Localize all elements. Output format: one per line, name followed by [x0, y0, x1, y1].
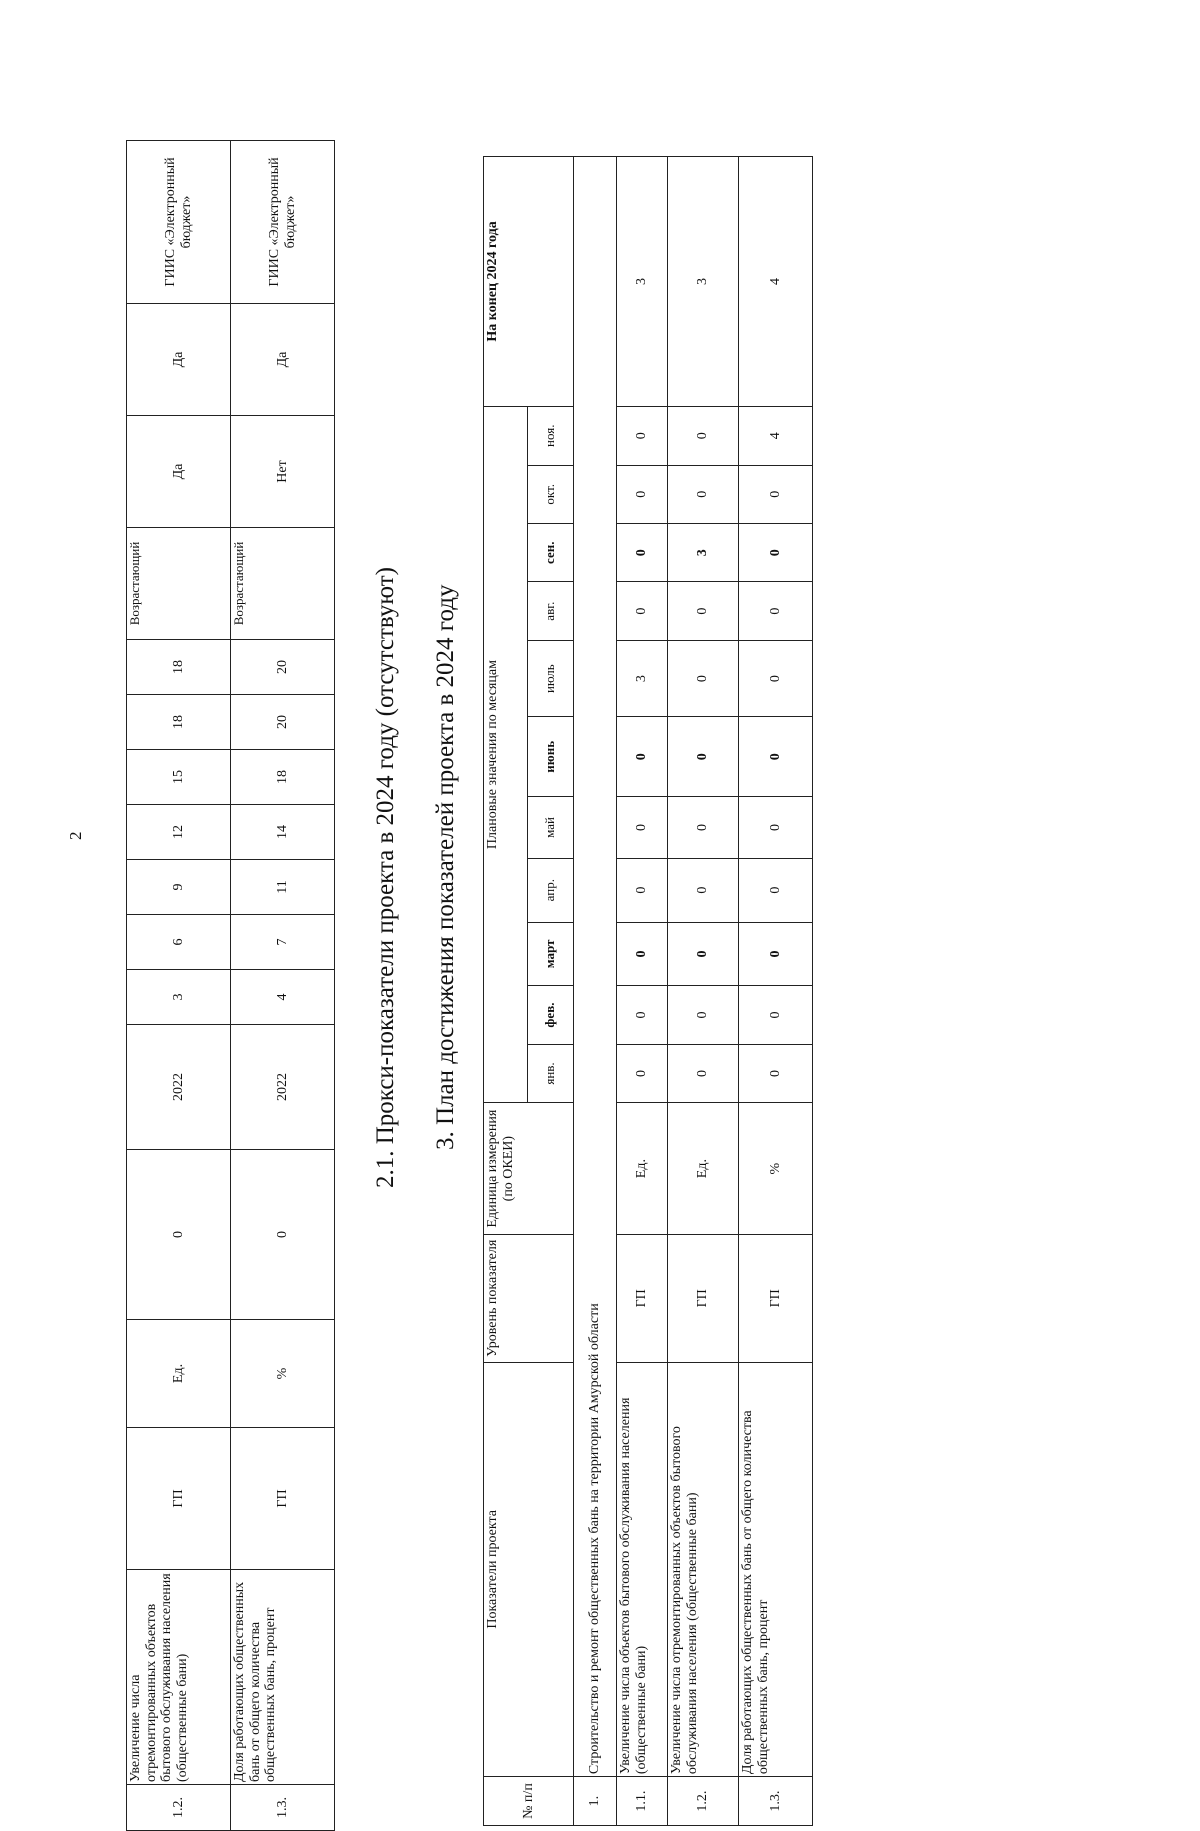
base-value: 0 — [231, 1150, 335, 1320]
month-value: 0 — [668, 922, 739, 986]
row-number: 1.2. — [127, 1785, 231, 1831]
year-value: 4 — [231, 970, 335, 1025]
row-number: 1.3. — [231, 1785, 335, 1831]
month-mar: март — [527, 922, 573, 986]
row-number: 1.3. — [739, 1777, 813, 1826]
indicator-name: Увеличение числа отремонтированных объектов бытового обслуживания населения (общественные бани) — [668, 1362, 739, 1777]
month-apr: апр. — [527, 858, 573, 922]
trend: Возрастающий — [231, 528, 335, 640]
month-jun: июнь — [527, 717, 573, 797]
month-value: 0 — [739, 858, 813, 922]
month-value: 0 — [739, 986, 813, 1044]
year-value: 18 — [127, 640, 231, 695]
table-row — [617, 157, 668, 1826]
month-value: 0 — [739, 1044, 813, 1102]
month-value: 0 — [668, 797, 739, 859]
indicators-table-continued — [126, 140, 335, 1831]
table-row — [231, 141, 335, 1831]
data-source: ГИИС «Электронный бюджет» — [127, 141, 231, 304]
row-number: 1.2. — [668, 1777, 739, 1826]
month-value: 0 — [739, 465, 813, 523]
base-value: 0 — [127, 1150, 231, 1320]
year-value: 20 — [231, 695, 335, 750]
month-value: 0 — [617, 523, 668, 581]
table-row — [127, 141, 231, 1831]
header-row — [484, 157, 528, 1826]
end-of-year-value: 4 — [739, 157, 813, 407]
trend: Возрастающий — [127, 528, 231, 640]
month-jan: янв. — [527, 1044, 573, 1102]
month-value: 0 — [739, 523, 813, 581]
month-aug: авг. — [527, 582, 573, 640]
base-year: 2022 — [231, 1025, 335, 1150]
plan-table — [483, 156, 813, 1826]
base-year: 2022 — [127, 1025, 231, 1150]
month-jul: июль — [527, 640, 573, 717]
month-value: 4 — [739, 406, 813, 465]
month-value: 0 — [617, 406, 668, 465]
month-value: 0 — [668, 986, 739, 1044]
flag-2: Да — [127, 304, 231, 416]
table-row — [739, 157, 813, 1826]
data-source: ГИИС «Электронный бюджет» — [231, 141, 335, 304]
indicator-name: Увеличение числа отремонтированных объектов бытового обслуживания населения (общественные бани) — [127, 1570, 231, 1785]
header-level: Уровень показателя — [484, 1235, 574, 1363]
flag-2: Да — [231, 304, 335, 416]
heading-proxy-indicators: 2.1. Прокси-показатели проекта в 2024 году (отсутствуют) — [372, 567, 399, 1188]
indicator-level: ГП — [617, 1235, 668, 1363]
month-value: 0 — [739, 582, 813, 640]
year-value: 9 — [127, 860, 231, 915]
indicator-name: Доля работающих общественных бань от общего количества общественных бань, процент — [739, 1362, 813, 1777]
header-num: № п/п — [484, 1777, 574, 1826]
month-nov: ноя. — [527, 406, 573, 465]
month-value: 0 — [739, 922, 813, 986]
year-value: 7 — [231, 915, 335, 970]
year-value: 15 — [127, 750, 231, 805]
year-value: 3 — [127, 970, 231, 1025]
indicator-level: ГП — [231, 1428, 335, 1570]
month-value: 0 — [617, 582, 668, 640]
month-value: 0 — [617, 797, 668, 859]
month-oct: окт. — [527, 465, 573, 523]
header-planned-values: Плановые значения по месяцам — [484, 406, 528, 1102]
row-number: 1.1. — [617, 1777, 668, 1826]
month-value: 0 — [617, 465, 668, 523]
heading-plan: 3. План достижения показателей проекта в 2024 году — [432, 584, 459, 1150]
indicator-level: ГП — [739, 1235, 813, 1363]
month-value: 0 — [668, 406, 739, 465]
header-indicator: Показатели проекта — [484, 1362, 574, 1777]
indicator-level: ГП — [127, 1428, 231, 1570]
indicator-level: ГП — [668, 1235, 739, 1363]
table-b-wrapper — [483, 156, 813, 1826]
month-value: 0 — [739, 640, 813, 717]
month-feb: фев. — [527, 986, 573, 1044]
month-value: 0 — [617, 1044, 668, 1102]
month-value: 0 — [668, 717, 739, 797]
indicator-name: Доля работающих общественных бань от общего количества общественных бань, процент — [231, 1570, 335, 1785]
flag-1: Да — [127, 416, 231, 528]
table-a-wrapper — [126, 140, 335, 1831]
month-value: 0 — [739, 717, 813, 797]
unit: % — [739, 1103, 813, 1235]
end-of-year-value: 3 — [617, 157, 668, 407]
month-value: 0 — [617, 986, 668, 1044]
header-end-of-year: На конец 2024 года — [484, 157, 574, 407]
month-value: 0 — [668, 1044, 739, 1102]
unit: Ед. — [617, 1103, 668, 1235]
month-value: 0 — [617, 858, 668, 922]
indicator-name: Увеличение числа объектов бытового обслуживания населения (общественные бани) — [617, 1362, 668, 1777]
month-value: 0 — [739, 797, 813, 859]
month-value: 0 — [668, 582, 739, 640]
page-number: 2 — [66, 831, 85, 840]
year-value: 6 — [127, 915, 231, 970]
month-value: 0 — [617, 922, 668, 986]
month-value: 0 — [668, 640, 739, 717]
unit: Ед. — [668, 1103, 739, 1235]
unit: % — [231, 1320, 335, 1428]
month-value: 0 — [668, 858, 739, 922]
month-value: 0 — [668, 465, 739, 523]
section-number: 1. — [573, 1777, 617, 1826]
flag-1: Нет — [231, 416, 335, 528]
end-of-year-value: 3 — [668, 157, 739, 407]
year-value: 18 — [127, 695, 231, 750]
month-value: 3 — [668, 523, 739, 581]
month-value: 3 — [617, 640, 668, 717]
year-value: 12 — [127, 805, 231, 860]
year-value: 14 — [231, 805, 335, 860]
table-row — [668, 157, 739, 1826]
month-may: май — [527, 797, 573, 859]
year-value: 18 — [231, 750, 335, 805]
year-value: 20 — [231, 640, 335, 695]
month-value: 0 — [617, 717, 668, 797]
section-title: Строительство и ремонт общественных бань на территории Амурской области — [573, 157, 617, 1777]
year-value: 11 — [231, 860, 335, 915]
header-unit: Единица измерения (по ОКЕИ) — [484, 1103, 574, 1235]
unit: Ед. — [127, 1320, 231, 1428]
month-sep: сен. — [527, 523, 573, 581]
section-row — [573, 157, 617, 1826]
